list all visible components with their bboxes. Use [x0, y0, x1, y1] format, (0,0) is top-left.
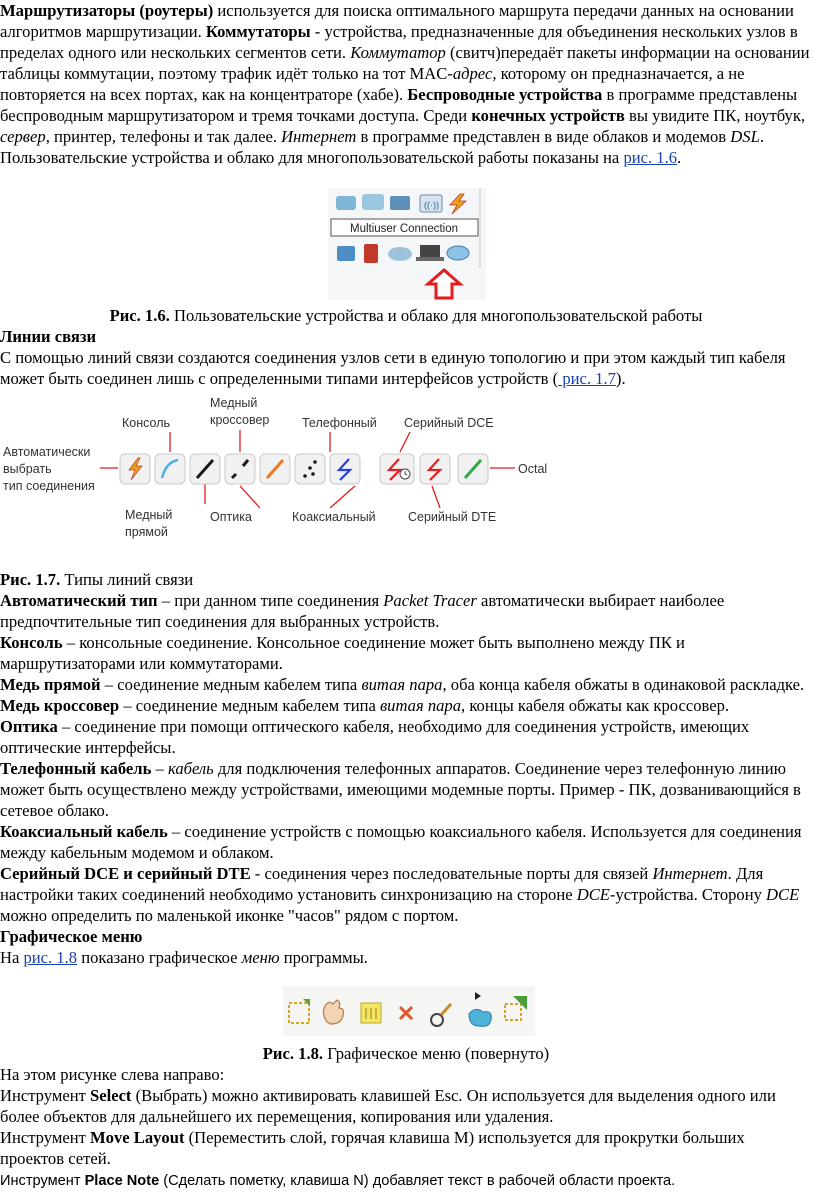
tool-note	[0, 1171, 812, 1192]
def-console	[0, 632, 812, 674]
text: -устройства. Сторону	[609, 885, 767, 904]
def-term: Коаксиальный кабель	[0, 822, 168, 841]
text: С помощью линий связи создаются соединения узлов сети в единую топологию и при этом каждый тип кабеля может быть соединен лишь с определенными типами интерфейсов устройств (	[0, 348, 786, 388]
text: показано графическое	[77, 948, 242, 967]
routers-term: Маршрутизаторы (роутеры)	[0, 1, 214, 20]
text: в программе представлен в виде облаков и модемов	[356, 127, 731, 146]
server-term: сервер	[0, 127, 46, 146]
def-term: Оптика	[0, 717, 58, 736]
label-copper-cross: Медный	[210, 396, 258, 410]
wireless-term: Беспроводные устройства	[407, 85, 603, 104]
definitions-list	[0, 590, 812, 968]
label-console: Консоль	[122, 416, 171, 430]
tool-name: Select	[90, 1086, 132, 1105]
dsl-term: DSL	[730, 127, 760, 146]
text: можно определить по маленькой иконке "часов" рядом с портом.	[0, 906, 459, 925]
caption-text: Графическое меню (повернуто)	[323, 1044, 550, 1063]
fig-1-6-caption	[0, 305, 812, 326]
caption-number: Рис. 1.7.	[0, 570, 61, 589]
text: .	[677, 148, 682, 167]
tools-list	[0, 1064, 812, 1192]
octal-icon[interactable]	[458, 454, 488, 484]
text: витая пара	[361, 675, 443, 694]
text: . Пользовательские устройства и облако для многопользовательской работы показаны на	[0, 127, 764, 167]
text: – соединение устройств с помощью коаксиального кабеля. Используется для соединения между кабельным модемом и облаком.	[0, 822, 802, 862]
def-cross	[0, 695, 812, 716]
tool-name: Place Note	[84, 1173, 160, 1189]
switches-term: Коммутаторы	[205, 22, 311, 41]
text: , концы кабеля обжаты как кроссовер.	[461, 696, 730, 715]
fig-1-8-caption	[0, 1043, 812, 1064]
graphic-menu-paragraph	[0, 947, 812, 968]
text: (Выбрать) можно активировать клавишей Esc. Он используется для выделения одного или более объектов для дальнейшего их перемещения, копирования или удаления.	[0, 1086, 776, 1126]
label-copper-cross: кроссовер	[210, 413, 270, 427]
copper-cross-icon[interactable]	[225, 454, 255, 484]
label-coax: Коаксиальный	[292, 510, 376, 524]
text: автоматически выбирает наиболее предпочтительные тип соединения для выбранных устройств.	[0, 591, 725, 631]
def-auto	[0, 590, 812, 632]
end-devices-term: конечных устройств	[471, 106, 625, 125]
text: для подключения телефонных аппаратов. Соединение через телефонную линию может быть осуществлено между устройствами, имеющими модемные порты. Пример - ПК, дозванивающийся в сетевое облако.	[0, 759, 801, 820]
text: . Для настройки таких соединений необходимо установить синхронизацию на стороне	[0, 864, 764, 904]
text: , оба конца кабеля обжаты в одинаковой раскладке.	[442, 675, 805, 694]
text: –	[151, 759, 168, 778]
place-note-icon[interactable]	[361, 1003, 381, 1023]
text: - устройства, предназначенные для объединения нескольких узлов в пределах одного или нескольких сегментов сети.	[0, 22, 798, 62]
text: Инструмент	[0, 1128, 90, 1147]
text: Инструмент	[0, 1086, 90, 1105]
def-term: Телефонный кабель	[0, 759, 152, 778]
text: Интернет	[652, 864, 728, 883]
wan-emulation-icon[interactable]	[336, 196, 356, 210]
laptop-icon[interactable]	[420, 245, 440, 257]
tool-name: Move Layout	[90, 1128, 185, 1147]
fiber-icon[interactable]	[260, 454, 290, 484]
fig-1-6-image	[328, 188, 486, 300]
def-term: Медь кроссовер	[0, 696, 120, 715]
text: DCE	[766, 885, 800, 904]
mac-term: адрес	[452, 64, 493, 83]
text: в программе представлены беспроводным маршрутизатором и тремя точками доступа. Среди	[0, 85, 798, 125]
svg-text:((·)): ((·))	[424, 200, 439, 210]
text: Packet Tracer	[383, 591, 477, 610]
fig-1-8-image	[283, 986, 535, 1036]
fig-1-7-caption	[0, 569, 812, 590]
switch-term: Коммутатор	[350, 43, 446, 62]
caption-number: Рис. 1.6.	[109, 306, 170, 325]
def-coax	[0, 821, 812, 863]
def-term: Медь прямой	[0, 675, 101, 694]
console-icon[interactable]	[155, 454, 185, 484]
caption-text: Типы линий связи	[60, 570, 194, 589]
text: – при данном типе соединения	[157, 591, 384, 610]
text: На	[0, 948, 24, 967]
heading-text: Линии связи	[0, 327, 97, 346]
def-straight	[0, 674, 812, 695]
text: (Сделать пометку, клавиша N) добавляет текст в рабочей области проекта.	[159, 1173, 676, 1189]
coax-icon[interactable]	[330, 454, 360, 484]
label-auto: выбрать	[3, 462, 52, 476]
connection-icons	[120, 454, 488, 484]
def-fiber	[0, 716, 812, 758]
text: ).	[615, 369, 626, 388]
text: меню	[241, 948, 280, 967]
caption-number: Рис. 1.8.	[262, 1044, 324, 1063]
text: – соединение медным кабелем типа	[119, 696, 380, 715]
def-term: Автоматический тип	[0, 591, 158, 610]
tool-select	[0, 1085, 812, 1127]
text: кабель	[167, 759, 214, 778]
copper-straight-icon[interactable]	[190, 454, 220, 484]
fig-1-8-link[interactable]: рис. 1.8	[23, 948, 78, 967]
label-auto: Автоматически	[3, 445, 91, 459]
pc-icon[interactable]	[337, 246, 355, 261]
server-icon[interactable]	[390, 196, 410, 210]
serial-dte-icon[interactable]	[420, 454, 450, 484]
text: DCE	[576, 885, 610, 904]
label-octal: Octal	[518, 462, 548, 476]
auto-connection-icon[interactable]	[120, 454, 150, 484]
label-copper-straight: прямой	[125, 525, 168, 539]
section-heading-graphic-menu	[0, 926, 812, 947]
phone-icon[interactable]	[295, 454, 325, 484]
label-fiber: Оптика	[210, 510, 252, 524]
links-paragraph	[0, 347, 816, 389]
text: программы.	[279, 948, 368, 967]
text: – соединение при помощи оптического кабеля, необходимо для соединения устройств, имеющих оптические интерфейсы.	[0, 717, 750, 757]
def-term: Серийный DCE и серийный DTE	[0, 864, 251, 883]
text: – соединение медным кабелем типа	[100, 675, 362, 694]
tool-move	[0, 1127, 812, 1169]
label-auto: тип соединения	[3, 479, 95, 493]
def-term: Консоль	[0, 633, 63, 652]
text: , принтер, телефоны и так далее.	[45, 127, 282, 146]
section-heading-links	[0, 326, 812, 347]
heading-text: Графическое меню	[0, 927, 143, 946]
tooltip-text: Multiuser Connection	[349, 223, 459, 235]
text: Инструмент	[0, 1173, 85, 1189]
text: - соединения через последовательные порты для связей	[250, 864, 653, 883]
label-phone: Телефонный	[302, 416, 377, 430]
tools-intro: На этом рисунке слева направо:	[0, 1065, 225, 1084]
text: (Переместить слой, горячая клавиша M) используется для прокрутки больших проектов сетей.	[0, 1128, 745, 1168]
cloud-icon[interactable]	[362, 194, 384, 210]
label-serial-dte: Серийный DTE	[408, 510, 497, 524]
text: , которому он предназначается, а не повторяется на всех портах, как на концентраторе (хабе).	[0, 64, 745, 104]
text: вы увидите ПК, ноутбук,	[624, 106, 806, 125]
multiuser-cloud-icon[interactable]	[447, 246, 469, 260]
def-phone	[0, 758, 812, 821]
text: витая пара	[379, 696, 462, 715]
fig-1-6-link[interactable]: рис. 1.6	[623, 148, 678, 167]
cloud-small-icon[interactable]	[388, 247, 412, 261]
printer-icon[interactable]	[364, 244, 378, 263]
caption-text: Пользовательские устройства и облако для многопользовательской работы	[169, 306, 703, 325]
serial-dce-icon[interactable]	[380, 454, 414, 484]
label-copper-straight: Медный	[125, 508, 173, 522]
intro-paragraph	[0, 0, 816, 168]
text: используется для поиска оптимального маршрута передачи данных на основании алгоритмов маршрутизации.	[0, 1, 794, 41]
internet-term: Интернет	[281, 127, 357, 146]
fig-1-7-link[interactable]: рис. 1.7	[558, 369, 616, 388]
label-serial-dce: Серийный DCE	[404, 416, 494, 430]
text: (свитч)передаёт пакеты информации на основании таблицы коммутации, поэтому трафик идёт только на тот MAC-	[0, 43, 810, 83]
text: – консольные соединение. Консольное соединение может быть выполнено между ПК и маршрутизаторами или коммутаторами.	[0, 633, 685, 673]
def-serial	[0, 863, 812, 926]
fig-1-7-image	[0, 394, 570, 544]
